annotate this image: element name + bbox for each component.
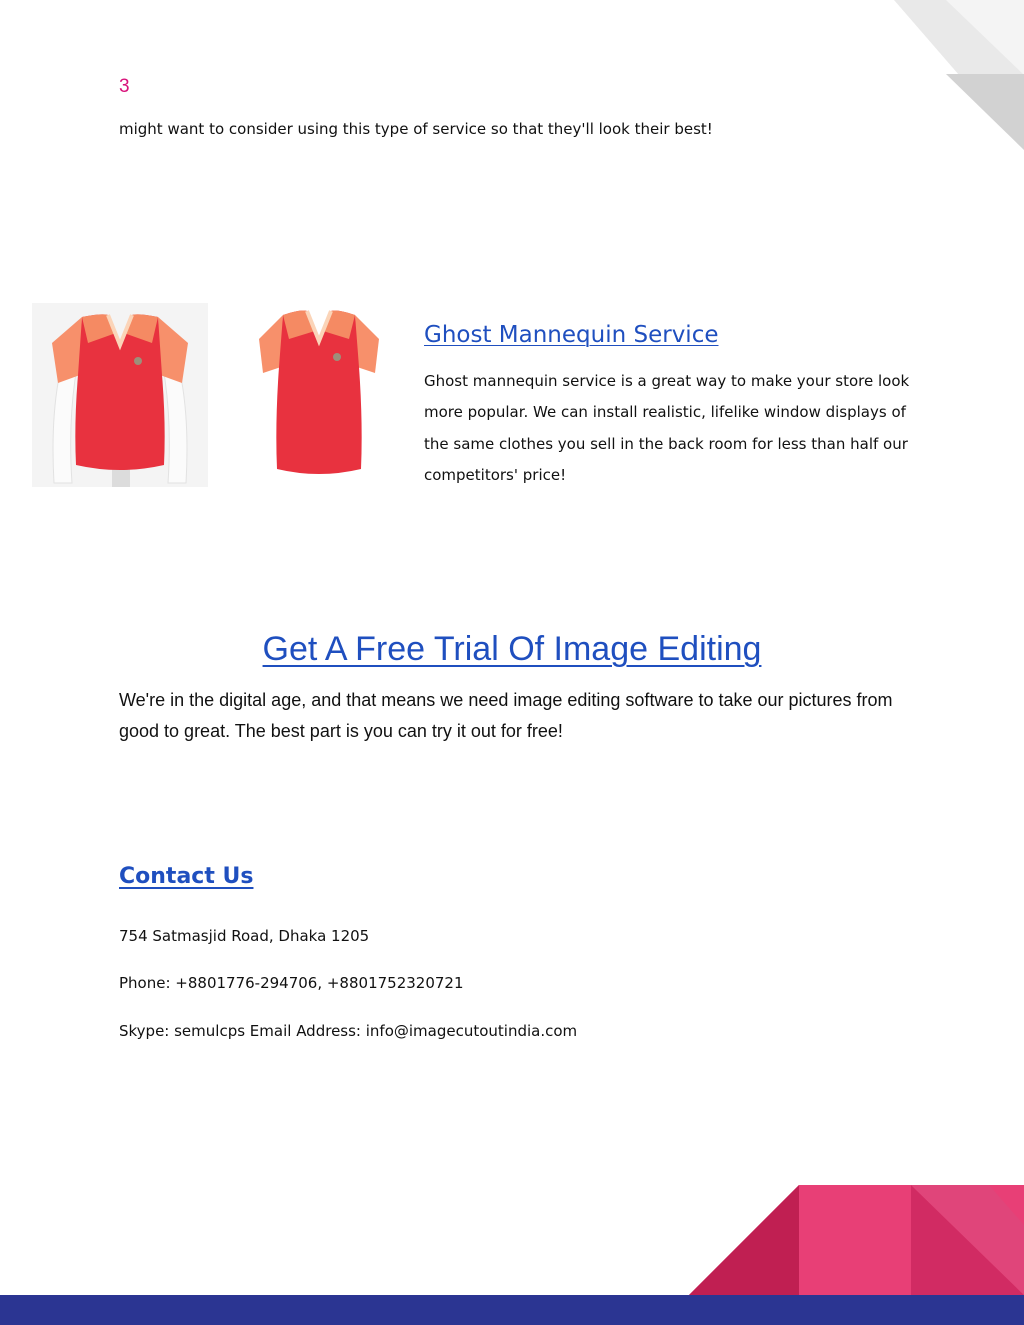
intro-text: might want to consider using this type of service so that they'll look their best! xyxy=(119,120,713,138)
corner-decoration-bottom xyxy=(689,1185,1024,1295)
ghost-mannequin-description: Ghost mannequin service is a great way to make your store look more popular. We can install realistic, lifelike window displays of the same clothes you sell in the back room for less than half our competitors' price! xyxy=(424,372,910,484)
t-shirt-ghost-photo xyxy=(245,303,393,487)
corner-decoration-top xyxy=(864,0,1024,150)
footer-bar xyxy=(0,1295,1024,1325)
contact-address: 754 Satmasjid Road, Dhaka 1205 xyxy=(119,927,370,945)
free-trial-link[interactable]: Get A Free Trial Of Image Editing xyxy=(262,630,762,668)
t-shirt-mannequin-photo xyxy=(32,303,208,487)
page-number: 3 xyxy=(119,76,130,97)
contact-us-link[interactable]: Contact Us xyxy=(119,864,254,889)
ghost-mannequin-service-link[interactable]: Ghost Mannequin Service xyxy=(424,322,719,348)
contact-skype-email: Skype: semulcps Email Address: info@imagecutoutindia.com xyxy=(119,1022,578,1040)
contact-phone: Phone: +8801776-294706, +8801752320721 xyxy=(119,974,464,992)
free-trial-description: We're in the digital age, and that means we need image editing software to take our pictures from good to great. The best part is you can try it out for free! xyxy=(119,690,893,741)
